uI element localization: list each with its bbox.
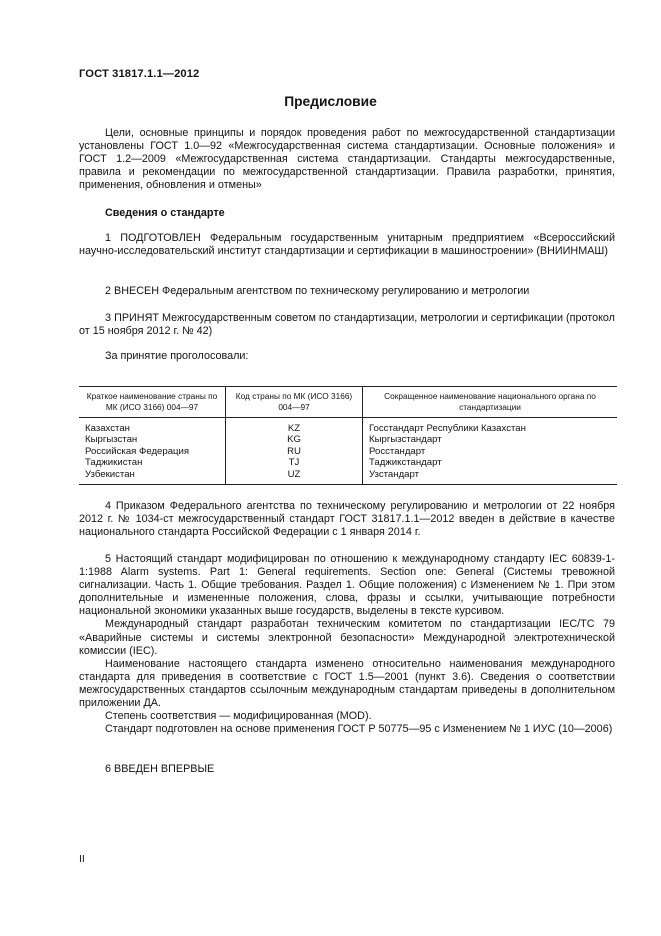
- table-header-row: [79, 387, 617, 418]
- standards-body: Таджикстандарт: [369, 457, 442, 469]
- item-1: [79, 232, 615, 258]
- country-cell: [79, 418, 226, 485]
- country-code: KZ: [287, 423, 301, 434]
- table-header-code: Код страны по МК (ИСО 3166) 004—97: [226, 387, 363, 418]
- country-name: Узбекистан: [85, 468, 135, 480]
- item-5-name-change: Наименование настоящего стандарта изменено относительно наименования международного стандарта для приведения в соответствие с ГОСТ 1.5—2001 (пункт 3.6). Сведения о соответствии межгосударственных стандартов ссылочным международным стандартам приведены в дополнительном приложении ДА.: [79, 657, 615, 710]
- item-5-international: Международный стандарт разработан техническим комитетом по стандартизации IEC/TC 79 «Аварийные системы и системы электронной безопасности» Международной электротехнической комиссии (IEC).: [79, 618, 615, 657]
- country-name: Кыргызстан: [85, 434, 138, 446]
- page-number: II: [79, 853, 85, 865]
- item-4-text: 4 Приказом Федерального агентства по техническому регулированию и метрологии от 22 ноября 2012 г. № 1034-ст межгосударственный стандарт ГОСТ 31817.1.1—2012 введен в действие в качестве национального стандарта Российской Федерации с 1 января 2014 г.: [79, 500, 615, 539]
- item-3: [79, 312, 615, 338]
- country-name: Казахстан: [85, 423, 130, 434]
- standards-body: Узстандарт: [369, 468, 420, 480]
- code-cell: [226, 418, 363, 485]
- item-6-text: 6 ВВЕДЕН ВПЕРВЫЕ: [105, 763, 215, 775]
- item-5-compliance: Степень соответствия — модифицированная (MOD).: [105, 710, 372, 723]
- section-heading: Сведения о стандарте: [105, 207, 225, 219]
- page-title: Предисловие: [284, 94, 377, 109]
- standards-body: Росстандарт: [369, 445, 426, 457]
- countries-table: [79, 386, 617, 485]
- country-code: TJ: [288, 457, 300, 469]
- table-header-body: Сокращенное наименование национального органа по стандартизации: [363, 387, 618, 418]
- country-code: RU: [287, 445, 301, 457]
- item-6: [79, 763, 615, 776]
- country-code: KG: [287, 434, 301, 446]
- voted-label: За принятие проголосовали:: [105, 350, 249, 362]
- standards-body: Кыргызстандарт: [369, 434, 442, 446]
- body-cell: [363, 418, 618, 485]
- country-code: UZ: [287, 468, 301, 480]
- country-name: Таджикистан: [85, 457, 143, 469]
- document-number: ГОСТ 31817.1.1—2012: [79, 68, 200, 80]
- item-2-text: 2 ВНЕСЕН Федеральным агентством по техническому регулированию и метрологии: [105, 285, 530, 297]
- table-header-country: Краткое наименование страны по МК (ИСО 3166) 004—97: [79, 387, 226, 418]
- item-5: [79, 553, 615, 736]
- item-1-text: 1 ПОДГОТОВЛЕН Федеральным государственным унитарным предприятием «Всероссийский научно-исследовательский институт стандартизации и сертификации в машиностроении» (ВНИИНМАШ): [79, 232, 615, 258]
- standards-body: Госстандарт Республики Казахстан: [369, 423, 526, 434]
- table-row: [79, 418, 617, 485]
- country-name: Российская Федерация: [85, 445, 190, 457]
- item-2: [79, 285, 615, 298]
- item-5-basis: Стандарт подготовлен на основе применения ГОСТ Р 50775—95 с Изменением № 1 ИУС (10—2006): [105, 723, 613, 736]
- item-3-text: 3 ПРИНЯТ Межгосударственным советом по стандартизации, метрологии и сертификации (протокол от 15 ноября 2012 г. № 42): [79, 312, 615, 338]
- intro-paragraph: [79, 127, 615, 192]
- item-5-text: 5 Настоящий стандарт модифицирован по отношению к международному стандарту IEC 60839-1-1:1988 Alarm systems. Part 1: General requirements. Section one: General (Системы тревожной сигнализации. Часть 1. Общие требования. Раздел 1. Общие положения) с Изменением № 1. При этом дополнительные и измененные положения, слова, фразы и ссылки, учитывающие потребности национальной экономики указанных выше государств, выделены в тексте курсивом.: [79, 553, 615, 618]
- intro-text: Цели, основные принципы и порядок проведения работ по межгосударственной стандартизации установлены ГОСТ 1.0—92 «Межгосударственная система стандартизации. Основные положения» и ГОСТ 1.2—2009 «Межгосударственная система стандартизации. Стандарты межгосударственные, правила и рекомендации по межгосударственной стандартизации. Правила разработки, принятия, применения, обновления и отмены»: [79, 127, 615, 192]
- item-4: [79, 500, 615, 539]
